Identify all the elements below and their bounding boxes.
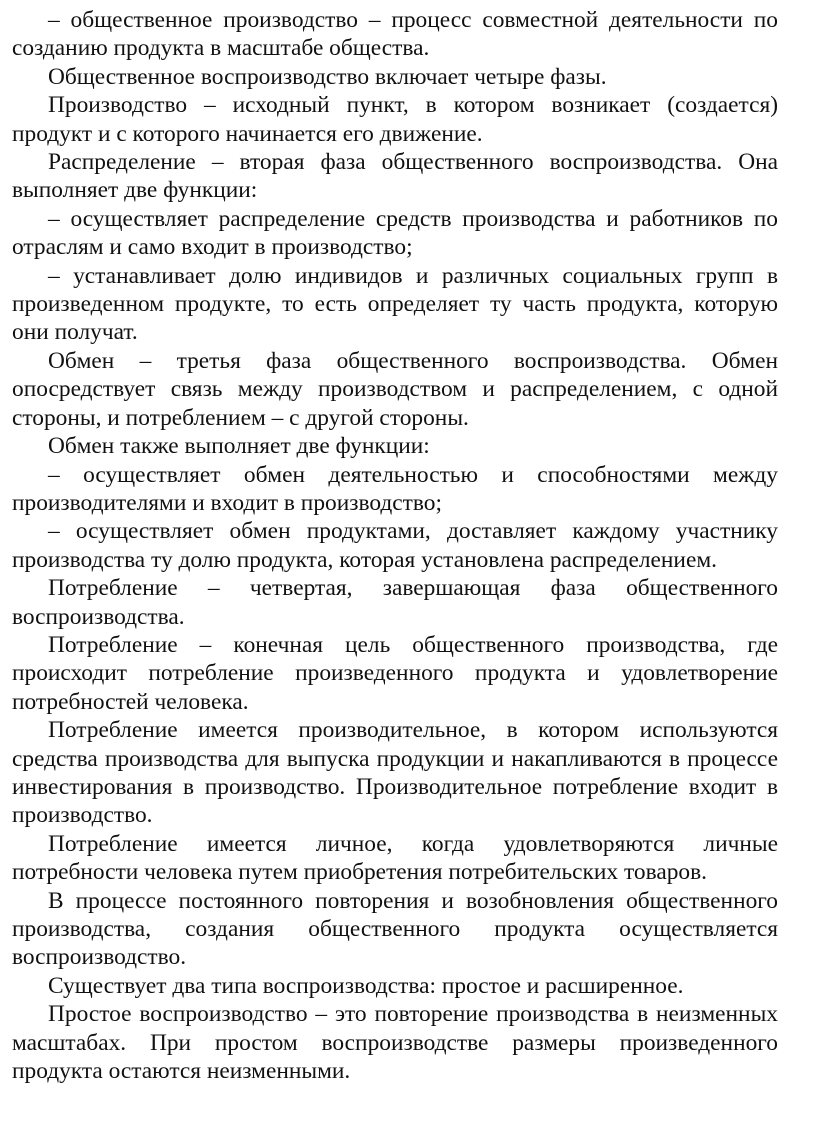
paragraph-6: – устанавливает долю индивидов и различных социальных групп в произведенном продукте, то есть определяет ту часть продукта, которую они получат. — [12, 262, 778, 346]
document-page — [12, 6, 778, 1085]
paragraph-17: Простое воспроизводство – это повторение производства в неизменных масштабах. При простом воспроизводстве размеры произведенного продукта остаются неизменными. — [12, 1001, 778, 1085]
paragraph-7: Обмен – третья фаза общественного воспроизводства. Обмен опосредствует связь между производством и распределением, с одной стороны, и потреблением – с другой стороны. — [12, 347, 778, 431]
paragraph-1: – общественное производство – процесс совместной деятельности по созданию продукта в масштабе общества. — [12, 7, 778, 62]
paragraph-15: В процессе постоянного повторения и возобновления общественного производства, создания общественного продукта осуществляется воспроизводство. — [12, 887, 778, 971]
paragraph-5: – осуществляет распределение средств производства и работников по отраслям и само входит в производство; — [12, 205, 778, 261]
paragraph-13: Потребление имеется производительное, в котором используются средства производства для выпуска продукции и накапливаются в процессе инвестирования в производство. Производительное потребление входит в производство. — [12, 717, 778, 829]
paragraph-2: Общественное воспроизводство включает четыре фазы. — [48, 63, 607, 90]
paragraph-4: Распределение – вторая фаза общественного воспроизводства. Она выполняет две функции: — [12, 149, 778, 204]
paragraph-3: Производство – исходный пункт, в котором возникает (создается) продукт и с которого начинается его движение. — [12, 92, 778, 147]
paragraph-11: Потребление – четвертая, завершающая фаза общественного воспроизводства. — [12, 575, 778, 630]
paragraph-10: – осуществляет обмен продуктами, доставляет каждому участнику производства ту долю продукта, которая установлена распределением. — [12, 518, 778, 573]
paragraph-16: Существует два типа воспроизводства: простое и расширенное. — [48, 972, 684, 999]
paragraph-9: – осуществляет обмен деятельностью и способностями между производителями и входит в производство; — [12, 461, 778, 516]
paragraph-8: Обмен также выполняет две функции: — [48, 433, 430, 460]
paragraph-14: Потребление имеется личное, когда удовлетворяются личные потребности человека путем приобретения потребительских товаров. — [12, 830, 778, 886]
paragraph-12: Потребление – конечная цель общественного производства, где происходит потребление произведенного продукта и удовлетворение потребностей человека. — [12, 631, 778, 715]
